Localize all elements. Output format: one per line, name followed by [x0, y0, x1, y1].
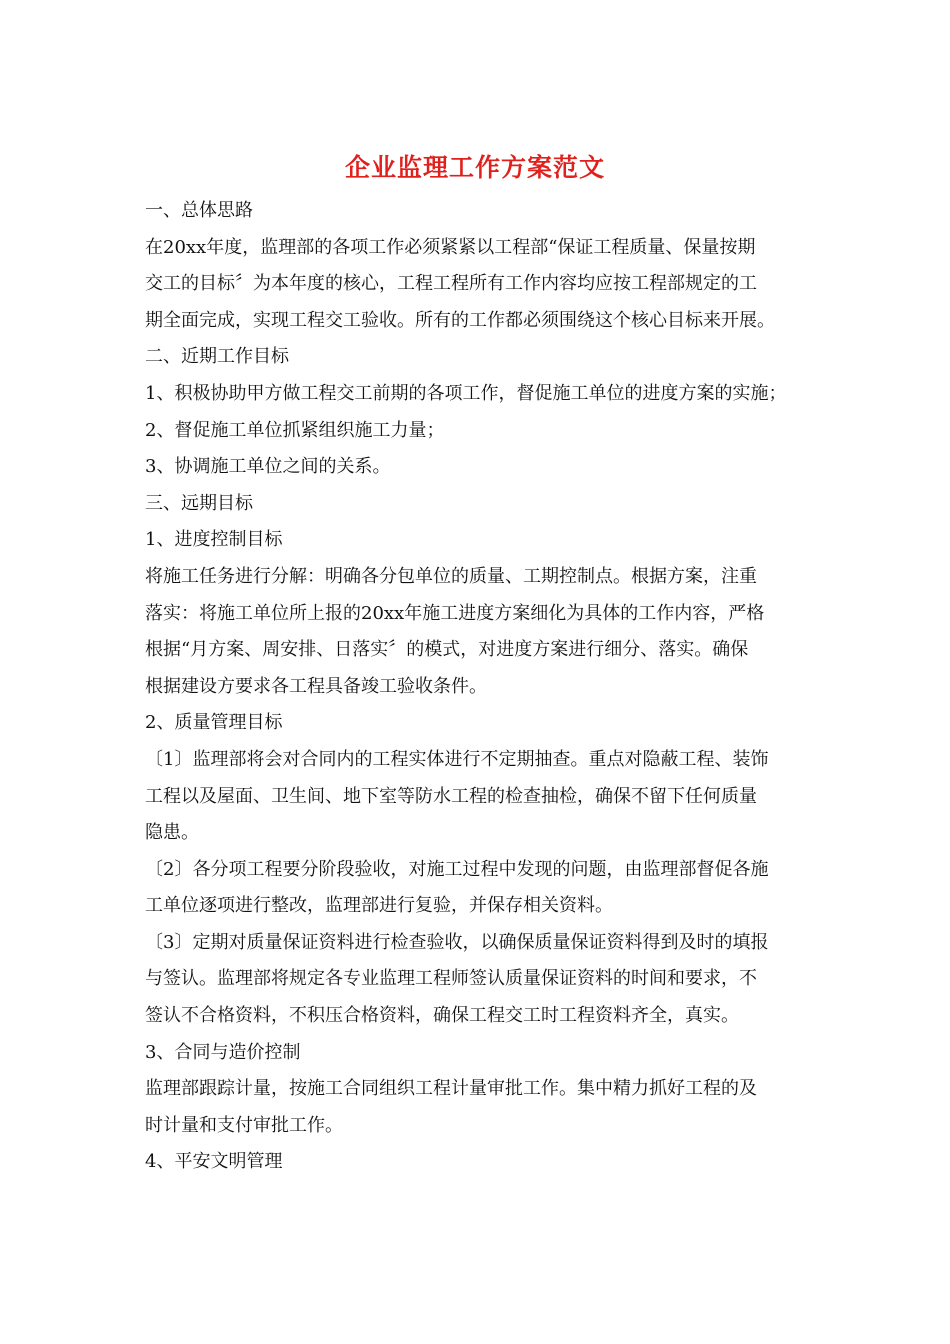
text-line: 2、督促施工单位抓紧组织施工力量； — [145, 419, 445, 441]
text-line: 落实：将施工单位所上报的20xx年施工进度方案细化为具体的工作内容，严格 — [145, 602, 765, 624]
text-line: 交工的目标〞为本年度的核心，工程工程所有工作内容均应按工程部规定的工 — [145, 273, 757, 295]
text-line: 1、积极协助甲方做工程交工前期的各项工作，督促施工单位的进度方案的实施； — [145, 382, 787, 404]
text-line: 〔2〕各分项工程要分阶段验收，对施工过程中发现的问题，由监理部督促各施 — [145, 858, 769, 880]
text-line: 签认不合格资料，不积压合格资料，确保工程交工时工程资料齐全，真实。 — [145, 1005, 739, 1027]
text-line: 在20xx年度，监理部的各项工作必须紧紧以工程部“保证工程质量、保量按期 — [145, 236, 756, 258]
text-line: 根据建设方要求各工程具备竣工验收条件。 — [145, 675, 487, 697]
document-body — [145, 193, 825, 1181]
text-line: 监理部跟踪计量，按施工合同组织工程计量审批工作。集中精力抓好工程的及 — [145, 1078, 757, 1100]
text-line: 三、远期目标 — [145, 492, 253, 514]
text-line: 3、合同与造价控制 — [145, 1041, 301, 1063]
text-line: 一、总体思路 — [145, 200, 253, 221]
text-line: 隐患。 — [145, 822, 199, 844]
text-line: 〔1〕监理部将会对合同内的工程实体进行不定期抽查。重点对隐蔽工程、装饰 — [145, 748, 769, 770]
text-line: 1、进度控制目标 — [145, 529, 283, 551]
text-line: 二、近期工作目标 — [145, 346, 289, 368]
text-line: 工程以及屋面、卫生间、地下室等防水工程的检查抽检，确保不留下任何质量 — [145, 785, 757, 807]
text-line: 工单位逐项进行整改，监理部进行复验，并保存相关资料。 — [145, 895, 613, 917]
text-line: 将施工任务进行分解：明确各分包单位的质量、工期控制点。根据方案，注重 — [145, 565, 757, 587]
text-line: 根据“月方案、周安排、日落实〞的模式，对进度方案进行细分、落实。确保 — [145, 639, 749, 661]
text-line: 2、质量管理目标 — [145, 712, 283, 734]
text-line: 期全面完成，实现工程交工验收。所有的工作都必须围绕这个核心目标来开展。 — [145, 309, 775, 331]
text-line: 3、协调施工单位之间的关系。 — [145, 456, 391, 478]
text-line: 〔3〕定期对质量保证资料进行检查验收，以确保质量保证资料得到及时的填报 — [145, 931, 769, 953]
document-title: 企业监理工作方案范文 — [344, 153, 605, 182]
text-line: 时计量和支付审批工作。 — [145, 1114, 343, 1136]
text-line: 与签认。监理部将规定各专业监理工程师签认质量保证资料的时间和要求，不 — [145, 968, 757, 990]
text-line: 4、平安文明管理 — [145, 1151, 283, 1173]
